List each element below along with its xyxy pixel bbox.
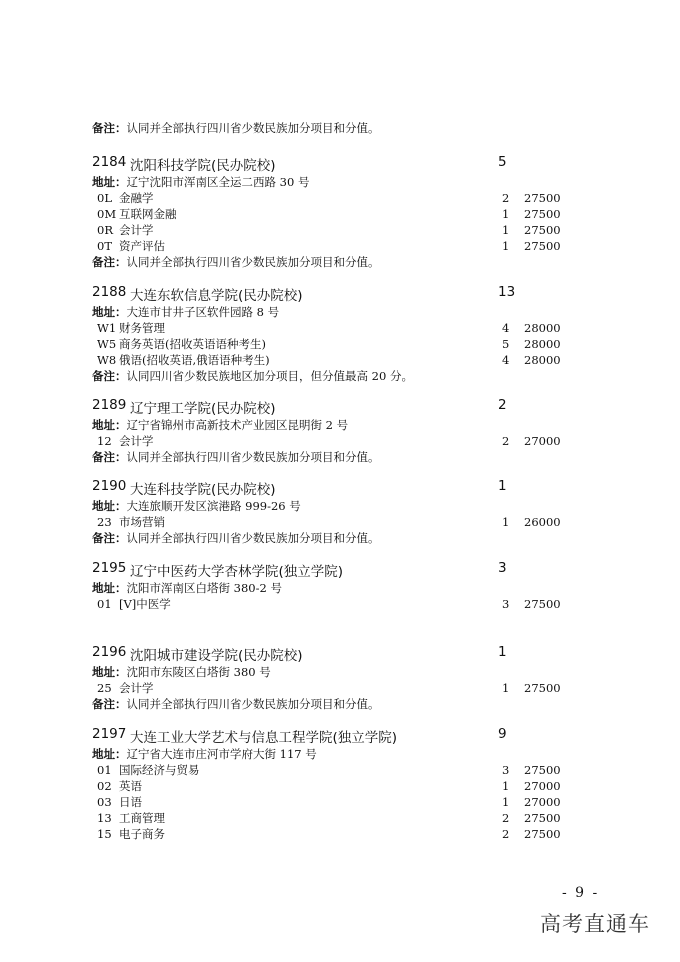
major-fee: 27000 bbox=[524, 434, 561, 448]
school-header bbox=[92, 560, 612, 580]
major-fee: 27500 bbox=[524, 827, 561, 841]
school-header bbox=[92, 397, 612, 417]
major-plan: 2 bbox=[502, 811, 510, 825]
major-name: 市场营销 bbox=[119, 515, 165, 529]
major-fee: 27500 bbox=[524, 681, 561, 695]
school-block-2188 bbox=[92, 284, 612, 384]
major-row bbox=[92, 336, 612, 352]
school-header bbox=[92, 478, 612, 498]
major-row bbox=[92, 514, 612, 530]
school-address: 地址：沈阳市东陵区白塔街 380 号 bbox=[92, 665, 271, 679]
school-plan-count: 3 bbox=[498, 560, 507, 576]
school-remark: 备注：认同并全部执行四川省少数民族加分项目和分值。 bbox=[92, 255, 380, 269]
school-code: 2189 bbox=[92, 397, 127, 413]
school-remark: 备注：认同四川省少数民族地区加分项目，但分值最高 20 分。 bbox=[92, 369, 413, 383]
major-code: 12 bbox=[97, 434, 112, 448]
remark-label: 备注： bbox=[92, 121, 127, 135]
school-block-2189 bbox=[92, 397, 612, 465]
major-fee: 27000 bbox=[524, 795, 561, 809]
major-code: 0R bbox=[97, 223, 113, 237]
school-header bbox=[92, 154, 612, 174]
remark-text: 认同并全部执行四川省少数民族加分项目和分值。 bbox=[126, 121, 380, 135]
school-block-2184 bbox=[92, 154, 612, 270]
major-fee: 27500 bbox=[524, 811, 561, 825]
major-name: 国际经济与贸易 bbox=[119, 763, 200, 777]
major-code: 03 bbox=[97, 795, 112, 809]
school-code: 2184 bbox=[92, 154, 127, 170]
major-code: 0L bbox=[97, 191, 112, 205]
major-plan: 4 bbox=[502, 321, 510, 335]
major-row bbox=[92, 238, 612, 254]
major-fee: 27500 bbox=[524, 763, 561, 777]
major-row bbox=[92, 596, 612, 612]
major-fee: 27500 bbox=[524, 207, 561, 221]
major-row bbox=[92, 222, 612, 238]
major-code: 01 bbox=[97, 763, 112, 777]
major-name: 英语 bbox=[119, 779, 142, 793]
school-code: 2196 bbox=[92, 644, 127, 660]
major-fee: 27500 bbox=[524, 191, 561, 205]
major-plan: 1 bbox=[502, 681, 510, 695]
major-name: 财务管理 bbox=[119, 321, 165, 335]
school-header bbox=[92, 726, 612, 746]
major-row bbox=[92, 680, 612, 696]
school-code: 2190 bbox=[92, 478, 127, 494]
major-fee: 26000 bbox=[524, 515, 561, 529]
major-row bbox=[92, 810, 612, 826]
school-address: 地址：大连旅顺开发区滨港路 999-26 号 bbox=[92, 499, 301, 513]
major-row bbox=[92, 762, 612, 778]
school-plan-count: 5 bbox=[498, 154, 507, 170]
school-address: 地址：辽宁省锦州市高新技术产业园区昆明街 2 号 bbox=[92, 418, 349, 432]
top-remark bbox=[92, 120, 380, 136]
major-name: 商务英语(招收英语语种考生) bbox=[119, 337, 266, 351]
school-name: 辽宁中医药大学杏林学院(独立学院) bbox=[130, 564, 344, 580]
major-row bbox=[92, 352, 612, 368]
school-address: 地址：辽宁沈阳市浑南区全运二西路 30 号 bbox=[92, 175, 310, 189]
major-plan: 1 bbox=[502, 207, 510, 221]
major-plan: 1 bbox=[502, 515, 510, 529]
school-name: 辽宁理工学院(民办院校) bbox=[130, 401, 276, 417]
major-fee: 28000 bbox=[524, 353, 561, 367]
major-plan: 4 bbox=[502, 353, 510, 367]
major-name: 金融学 bbox=[119, 191, 154, 205]
major-row bbox=[92, 826, 612, 842]
major-row bbox=[92, 778, 612, 794]
major-code: 15 bbox=[97, 827, 112, 841]
major-code: 13 bbox=[97, 811, 112, 825]
major-row bbox=[92, 320, 612, 336]
school-plan-count: 2 bbox=[498, 397, 507, 413]
major-fee: 27500 bbox=[524, 239, 561, 253]
major-fee: 27500 bbox=[524, 597, 561, 611]
major-name: 会计学 bbox=[119, 681, 154, 695]
school-remark: 备注：认同并全部执行四川省少数民族加分项目和分值。 bbox=[92, 531, 380, 545]
school-plan-count: 9 bbox=[498, 726, 507, 742]
major-fee: 28000 bbox=[524, 321, 561, 335]
major-code: W1 bbox=[97, 321, 117, 335]
major-code: W8 bbox=[97, 353, 117, 367]
major-code: 25 bbox=[97, 681, 112, 695]
major-name: [Ⅴ]中医学 bbox=[119, 597, 171, 611]
major-name: 会计学 bbox=[119, 223, 154, 237]
major-code: 0M bbox=[97, 207, 117, 221]
major-row bbox=[92, 190, 612, 206]
school-address: 地址：大连市甘井子区软件园路 8 号 bbox=[92, 305, 280, 319]
school-code: 2188 bbox=[92, 284, 127, 300]
school-address: 地址：沈阳市浑南区白塔街 380-2 号 bbox=[92, 581, 282, 595]
major-plan: 1 bbox=[502, 779, 510, 793]
major-plan: 5 bbox=[502, 337, 510, 351]
major-name: 电子商务 bbox=[119, 827, 165, 841]
major-plan: 1 bbox=[502, 239, 510, 253]
major-plan: 2 bbox=[502, 434, 510, 448]
school-name: 沈阳科技学院(民办院校) bbox=[130, 158, 276, 174]
school-address: 地址：辽宁省大连市庄河市学府大街 117 号 bbox=[92, 747, 317, 761]
school-block-2197 bbox=[92, 726, 612, 842]
major-name: 互联网金融 bbox=[119, 207, 177, 221]
school-header bbox=[92, 284, 612, 304]
school-block-2195 bbox=[92, 560, 612, 612]
school-header bbox=[92, 644, 612, 664]
school-remark: 备注：认同并全部执行四川省少数民族加分项目和分值。 bbox=[92, 697, 380, 711]
major-row bbox=[92, 433, 612, 449]
major-code: 01 bbox=[97, 597, 112, 611]
major-code: W5 bbox=[97, 337, 117, 351]
school-plan-count: 1 bbox=[498, 644, 507, 660]
school-name: 大连工业大学艺术与信息工程学院(独立学院) bbox=[130, 730, 398, 746]
school-code: 2197 bbox=[92, 726, 127, 742]
school-block-2190 bbox=[92, 478, 612, 546]
page-number: - 9 - bbox=[562, 885, 600, 901]
major-code: 23 bbox=[97, 515, 112, 529]
school-plan-count: 13 bbox=[498, 284, 516, 300]
major-name: 俄语(招收英语,俄语语种考生) bbox=[119, 353, 270, 367]
school-name: 大连东软信息学院(民办院校) bbox=[130, 288, 303, 304]
watermark-logo: 高考直通车 bbox=[540, 912, 650, 936]
major-name: 工商管理 bbox=[119, 811, 165, 825]
school-name: 沈阳城市建设学院(民办院校) bbox=[130, 648, 303, 664]
major-fee: 28000 bbox=[524, 337, 561, 351]
major-code: 0T bbox=[97, 239, 112, 253]
school-plan-count: 1 bbox=[498, 478, 507, 494]
major-fee: 27000 bbox=[524, 779, 561, 793]
school-name: 大连科技学院(民办院校) bbox=[130, 482, 276, 498]
major-name: 日语 bbox=[119, 795, 142, 809]
school-block-2196 bbox=[92, 644, 612, 712]
major-row bbox=[92, 794, 612, 810]
major-plan: 3 bbox=[502, 597, 510, 611]
school-remark: 备注：认同并全部执行四川省少数民族加分项目和分值。 bbox=[92, 450, 380, 464]
major-plan: 3 bbox=[502, 763, 510, 777]
school-code: 2195 bbox=[92, 560, 127, 576]
major-fee: 27500 bbox=[524, 223, 561, 237]
major-plan: 1 bbox=[502, 223, 510, 237]
major-name: 会计学 bbox=[119, 434, 154, 448]
major-name: 资产评估 bbox=[119, 239, 165, 253]
major-row bbox=[92, 206, 612, 222]
major-plan: 1 bbox=[502, 795, 510, 809]
major-plan: 2 bbox=[502, 827, 510, 841]
major-plan: 2 bbox=[502, 191, 510, 205]
major-code: 02 bbox=[97, 779, 112, 793]
